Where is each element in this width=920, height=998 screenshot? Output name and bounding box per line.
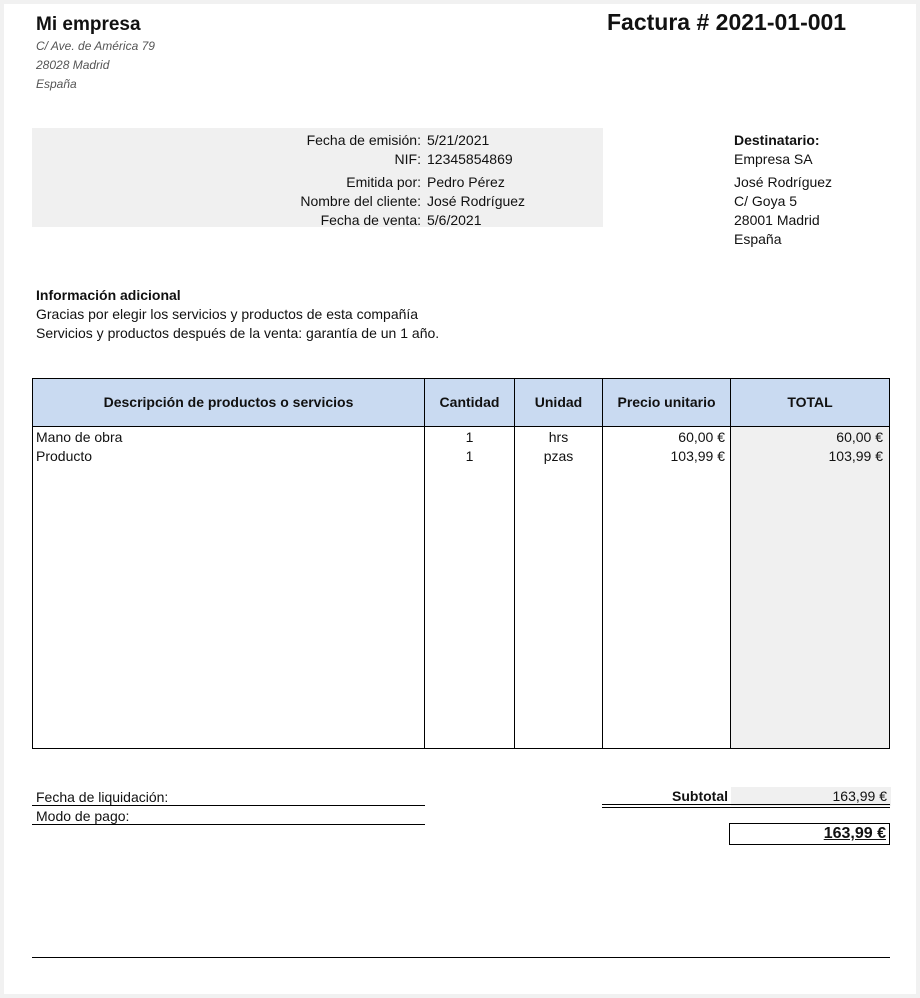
- payment-method-underline: [32, 824, 425, 825]
- company-address-line: 28028 Madrid: [36, 58, 110, 72]
- detail-label: Fecha de emisión:: [306, 132, 421, 148]
- detail-label: NIF:: [394, 151, 421, 167]
- company-address-line: C/ Ave. de América 79: [36, 39, 155, 53]
- cell-description: Mano de obra: [36, 429, 123, 445]
- recipient-line: Empresa SA: [734, 151, 813, 167]
- column-header-total: TOTAL: [787, 394, 833, 410]
- detail-value: Pedro Pérez: [427, 174, 505, 190]
- cell-total: 103,99 €: [828, 448, 883, 464]
- invoice-page: [4, 4, 916, 994]
- grand-total-value: 163,99 €: [823, 825, 886, 842]
- settlement-date-underline: [32, 805, 425, 806]
- subtotal-double-underline: [602, 807, 890, 808]
- cell-quantity: 1: [465, 429, 474, 445]
- detail-label: Nombre del cliente:: [300, 193, 421, 209]
- bottom-rule: [32, 957, 890, 958]
- recipient-line: 28001 Madrid: [734, 212, 820, 228]
- detail-label: Emitida por:: [346, 174, 421, 190]
- detail-value: 5/6/2021: [427, 212, 482, 228]
- recipient-line: C/ Goya 5: [734, 193, 798, 209]
- recipient-heading: Destinatario:: [734, 132, 820, 148]
- detail-row: [32, 150, 603, 169]
- cell-unit: hrs: [548, 429, 569, 445]
- additional-info-line: Gracias por elegir los servicios y productos de esta compañía: [36, 306, 419, 322]
- total-column-shading: [731, 427, 889, 748]
- detail-value: 12345854869: [427, 151, 513, 167]
- company-name: Mi empresa: [36, 14, 141, 35]
- cell-unit-price: 60,00 €: [678, 429, 725, 445]
- detail-row: [32, 173, 603, 192]
- detail-row: [32, 192, 603, 211]
- grand-total-box: [729, 823, 890, 845]
- column-header-quantity: Cantidad: [439, 394, 500, 410]
- additional-info-heading: Información adicional: [36, 287, 181, 303]
- payment-method-label: Modo de pago:: [36, 808, 130, 824]
- subtotal-underline: [602, 804, 890, 805]
- invoice-title: Factura # 2021-01-001: [607, 9, 847, 35]
- cell-description: Producto: [36, 448, 93, 464]
- additional-info-line: Servicios y productos después de la venta: garantía de un 1 año.: [36, 325, 440, 341]
- recipient-line: España: [734, 231, 782, 247]
- subtotal-label: Subtotal: [672, 788, 728, 804]
- detail-value: José Rodríguez: [427, 193, 526, 209]
- cell-total: 60,00 €: [836, 429, 883, 445]
- cell-unit: pzas: [543, 448, 574, 464]
- column-header-description: Descripción de productos o servicios: [103, 394, 354, 410]
- cell-quantity: 1: [465, 448, 474, 464]
- settlement-date-label: Fecha de liquidación:: [36, 789, 169, 805]
- invoice-details: [32, 128, 603, 227]
- cell-unit-price: 103,99 €: [670, 448, 725, 464]
- company-address-line: España: [36, 77, 77, 91]
- column-header-unit: Unidad: [534, 394, 583, 410]
- detail-row: [32, 131, 603, 150]
- recipient-line: José Rodríguez: [734, 174, 833, 190]
- column-header-unit-price: Precio unitario: [617, 394, 716, 410]
- detail-label: Fecha de venta:: [320, 212, 421, 228]
- subtotal-value: 163,99 €: [832, 788, 887, 804]
- detail-row: [32, 211, 603, 230]
- detail-value: 5/21/2021: [427, 132, 490, 148]
- items-table: [32, 378, 890, 749]
